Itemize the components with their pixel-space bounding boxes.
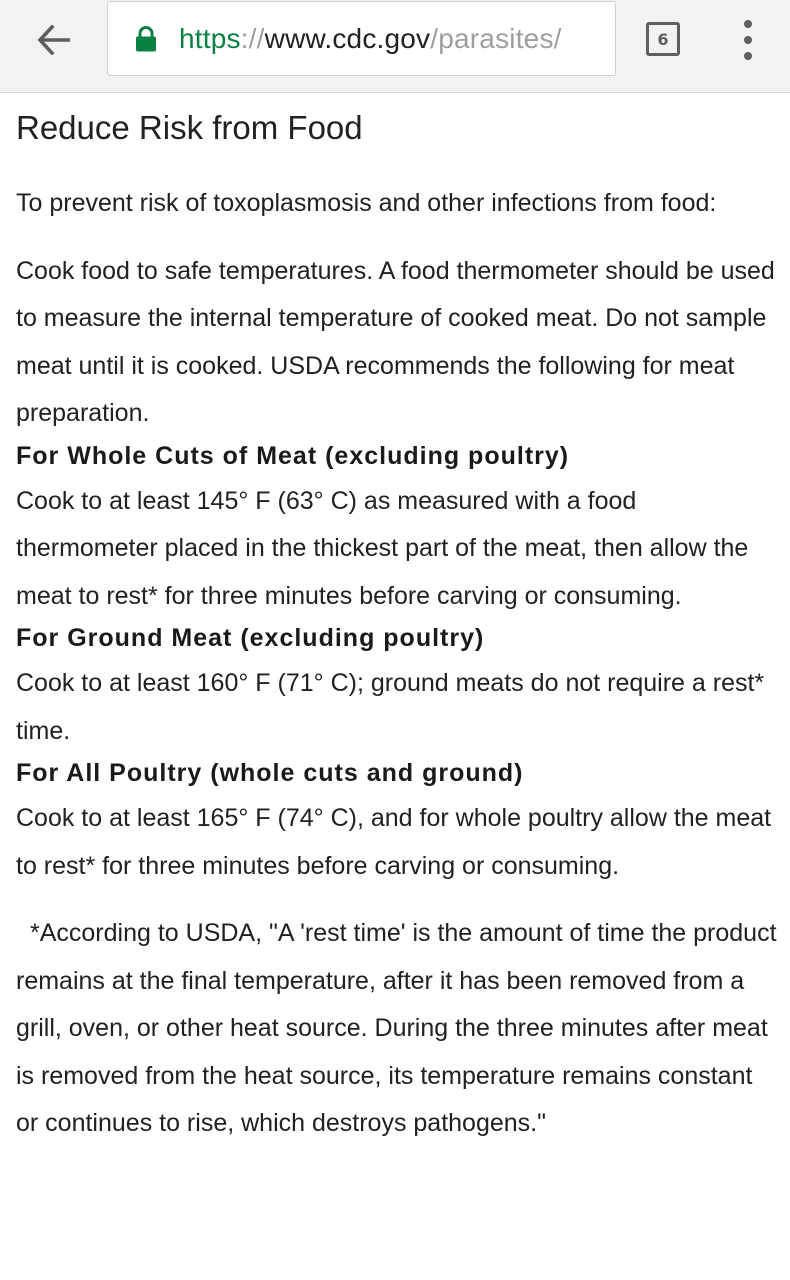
more-vert-icon[interactable] [730,18,766,62]
url-fade [575,2,615,75]
browser-toolbar [0,0,790,93]
tab-count: 6 [657,29,669,49]
url-text [179,22,562,56]
rest-time-footnote: *According to USDA, "A 'rest time' is the amount of time the product remains at the final temperature, after it has been removed from a grill, oven, or other heat source. During the three minutes after meat is removed from the heat source, its temperature remains constant or continues to rise, which destroys pathogens." [16,919,777,1137]
page-content [16,94,778,1148]
arrow-left-icon [37,25,71,55]
url-scheme: https [179,22,241,54]
cook-paragraph: Cook food to safe temperatures. A food thermometer should be used to measure the internal temperature of cooked meat. Do not sample meat until it is cooked. USDA recommends the following for meat preparation. [16,256,775,427]
section-text-whole-cuts: Cook to at least 145° F (63° C) as measured with a food thermometer placed in the thickest part of the meat, then allow the meat to rest* for three minutes before carving or consuming. [16,486,749,610]
back-button[interactable] [22,14,86,66]
tab-switcher-icon[interactable] [646,22,680,56]
intro-paragraph: To prevent risk of toxoplasmosis and other infections from food: [16,189,717,217]
section-text-poultry: Cook to at least 165° F (74° C), and for whole poultry allow the meat to rest* for three minutes before carving or consuming. [16,804,772,880]
section-text-ground-meat: Cook to at least 160° F (71° C); ground meats do not require a rest* time. [16,669,765,745]
url-host: www.cdc.gov [264,22,431,54]
url-separator: :// [240,22,265,54]
menu-dot [744,36,752,44]
section-heading-poultry: For All Poultry (whole cuts and ground) [16,759,524,787]
section-heading-whole-cuts: For Whole Cuts of Meat (excluding poultry) [16,441,570,470]
menu-dot [744,52,752,60]
url-path: /parasites/ [430,22,562,54]
lock-icon [135,26,157,52]
section-heading-ground-meat: For Ground Meat (excluding poultry) [16,624,485,652]
address-bar[interactable] [107,1,616,76]
menu-dot [744,20,752,28]
page-heading: Reduce Risk from Food [16,109,363,146]
